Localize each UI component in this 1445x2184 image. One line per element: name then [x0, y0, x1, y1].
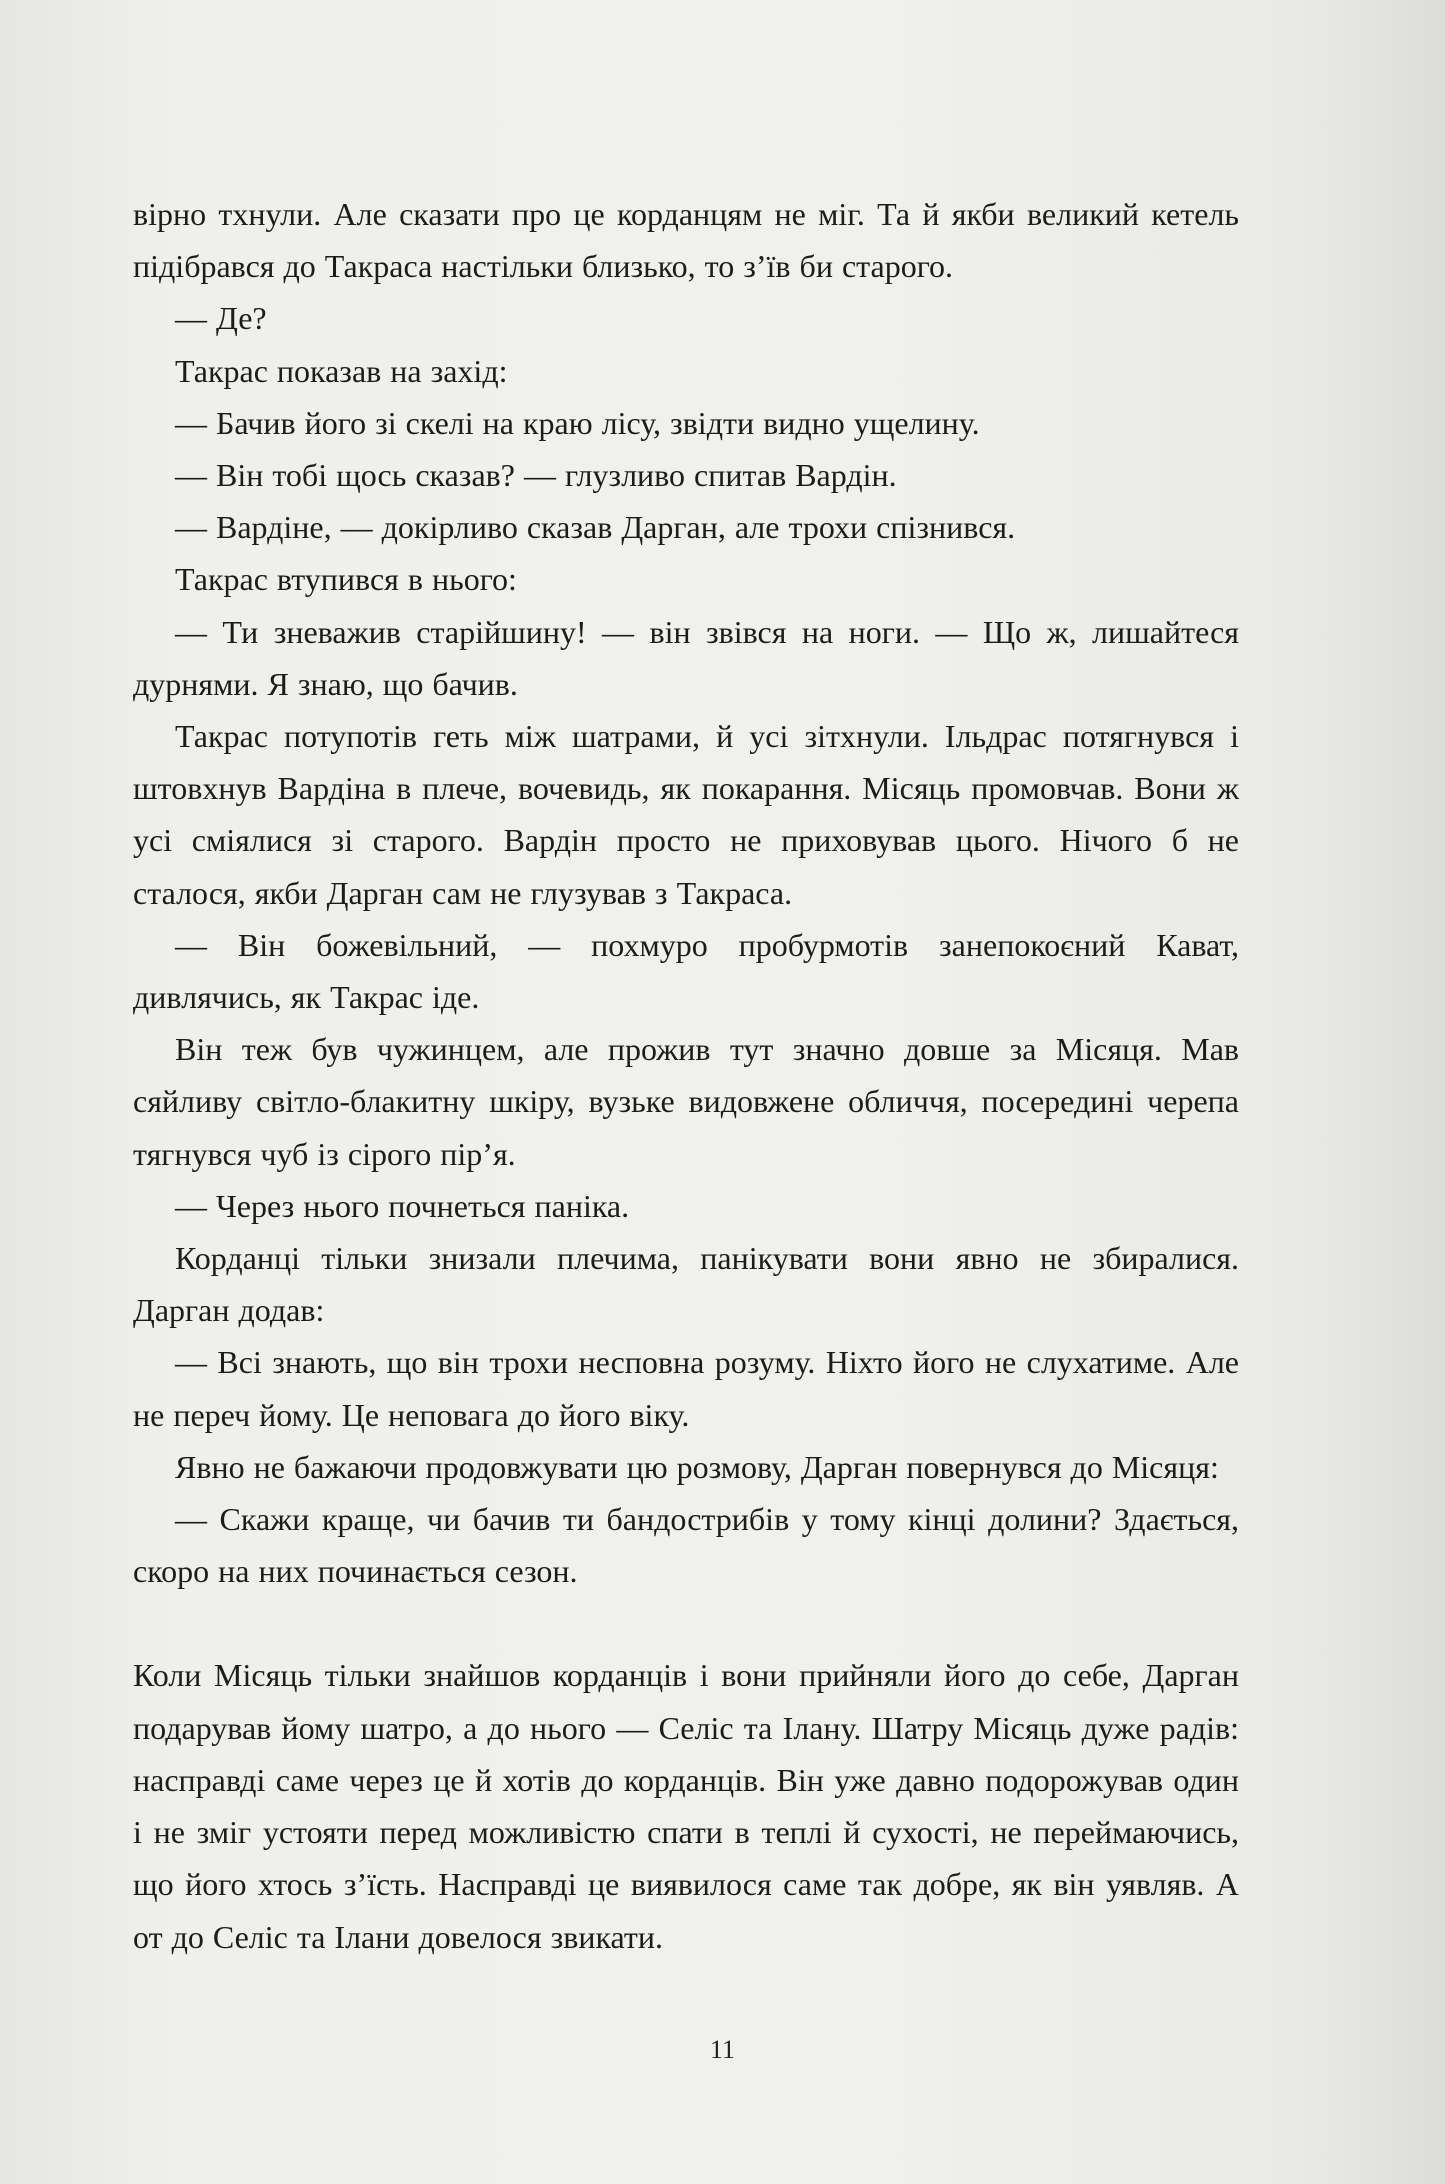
paragraph: — Через нього почнеться паніка.	[175, 1187, 630, 1224]
page-number: 11	[709, 2035, 736, 2064]
paragraph: Такрас потупотів геть між шатрами, й усі зітхнули. Ільдрас потягнувся і штовхнув Вардіна в плече, вочевидь, як покарання. Місяць промовчав. Вони ж усі сміялися зі старого. Вардін просто не приховував цього. Нічого б не сталося, якби Дарган сам не глузував з Такраса.	[133, 718, 1239, 911]
paragraph: — Де?	[175, 300, 267, 337]
paragraph: Корданці тільки знизали плечима, панікувати вони явно не збиралися. Дарган додав:	[133, 1240, 1239, 1329]
paragraph: Такрас показав на захід:	[175, 352, 508, 389]
paragraph: — Скажи краще, чи бачив ти бандострибів у тому кінці долини? Здається, скоро на них починається сезон.	[133, 1501, 1239, 1590]
paragraph: — Він божевільний, — похмуро пробурмотів занепокоєний Кават, дивлячись, як Такрас іде.	[133, 926, 1239, 1016]
paragraph: вірно тхнули. Але сказати про це корданцям не міг. Та й якби великий кетель підібрався до Такраса настільки близько, то з’їв би старого.	[133, 196, 1239, 285]
paragraph: Такрас втупився в нього:	[175, 561, 517, 598]
paragraph: — Він тобі щось сказав? — глузливо спитав Вардін.	[175, 457, 897, 494]
paragraph: — Бачив його зі скелі на краю лісу, звідти видно ущелину.	[175, 404, 980, 441]
paragraph: — Ти зневажив старійшину! — він звівся на ноги. — Що ж, лишайтеся дурнями. Я знаю, що бачив.	[133, 613, 1239, 702]
paragraph-section-start: Коли Місяць тільки знайшов корданців і вони прийняли його до себе, Дарган подарував йому шатро, а до нього — Селіс та Ілану. Шатру Місяць дуже радів: насправді саме через це й хотів до корданців. Він уже давно подорожував один і не зміг устояти перед можливістю спати в теплі й сухості, не переймаючись, що його хтось з’їсть. Насправді це виявилося саме так добре, як він уявляв. А от до Селіс та Ілани довелося звикати.	[133, 1657, 1239, 1955]
body-text	[133, 188, 1239, 1963]
paragraph: — Вардіне, — докірливо сказав Дарган, але трохи спізнився.	[175, 509, 1016, 546]
paragraph: Він теж був чужинцем, але прожив тут значно довше за Місяця. Мав сяйливу світло-блакитну шкіру, вузьке видовжене обличчя, посередині черепа тягнувся чуб із сірого пір’я.	[133, 1031, 1239, 1172]
paragraph: Явно не бажаючи продовжувати цю розмову, Дарган повернувся до Місяця:	[175, 1448, 1219, 1485]
paragraph: — Всі знають, що він трохи несповна розуму. Ніхто його не слухатиме. Але не переч йому. Це неповага до його віку.	[133, 1344, 1239, 1433]
